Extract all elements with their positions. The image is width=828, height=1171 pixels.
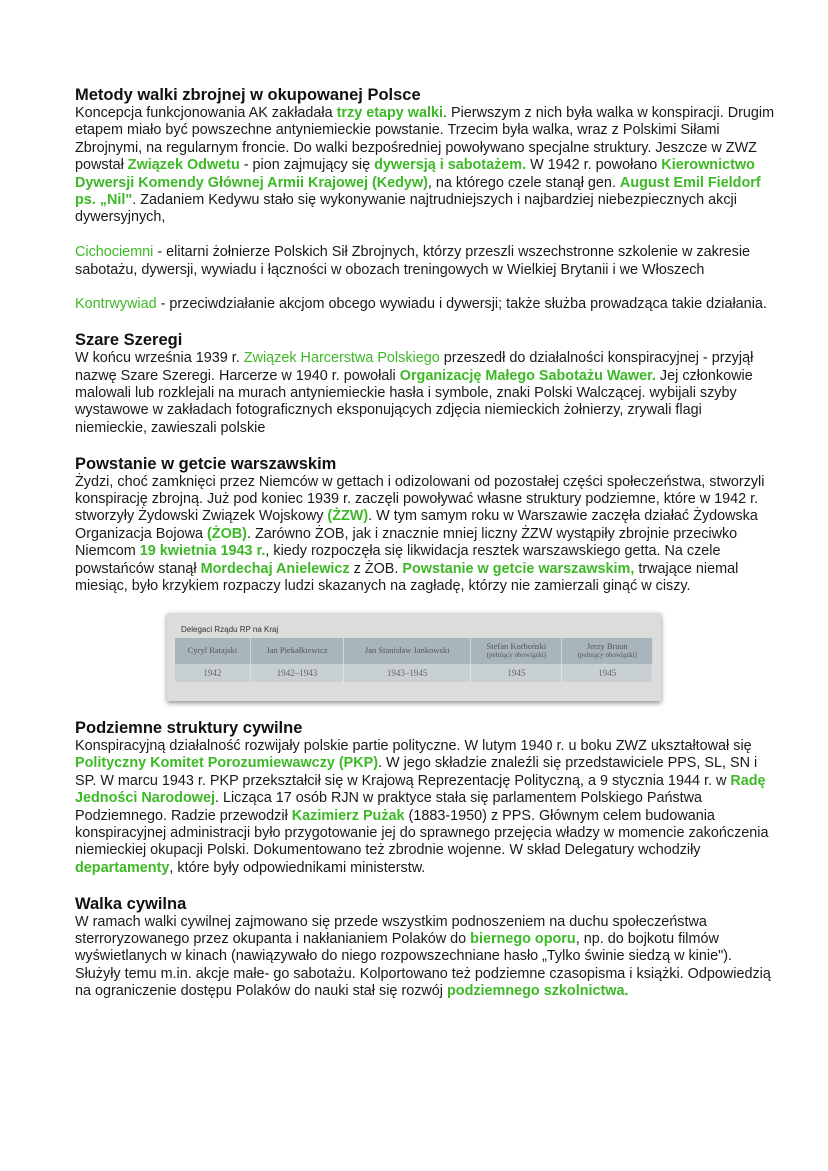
table-header-row: [175, 638, 653, 664]
section: [75, 895, 777, 1001]
delegate-name: Cyryl Ratajski: [187, 645, 238, 656]
column-header: [562, 638, 653, 664]
column-header: [250, 638, 343, 664]
highlighted-term: (ŻZW): [327, 508, 369, 525]
delegates-table-image: [167, 613, 661, 701]
term-years: 1945: [471, 664, 562, 682]
text-run: W końcu września 1939 r.: [75, 350, 244, 367]
text-run: , które były odpowiednikami ministerstw.: [169, 859, 426, 876]
highlighted-term: 19 kwietnia 1943 r.: [139, 543, 266, 560]
highlighted-term: Kazimierz Pużak: [291, 807, 405, 824]
document-page: [75, 86, 777, 1018]
paragraph: [75, 296, 777, 313]
paragraph: [75, 738, 777, 877]
highlighted-term: Mordechaj Anielewicz: [200, 560, 350, 577]
paragraph: [75, 474, 777, 596]
highlighted-term: Cichociemni: [75, 244, 154, 261]
table-caption: Delegaci Rządu RP na Kraj: [181, 624, 279, 634]
highlighted-term: dywersją i sabotażem.: [374, 157, 527, 174]
text-run: W 1942 r. powołano: [526, 157, 662, 174]
text-run: Konspiracyjną działalność rozwijały polskie partie polityczne. W lutym 1940 r. u boku ZWZ ukształtował się: [75, 737, 752, 754]
delegates-table: [175, 638, 653, 682]
text-run: . Zarówno ŻOB, jak i znacznie mniej liczny ŻZW wystąpiły zbrojnie przeciwko Niemcom: [75, 525, 738, 560]
term-years: 1942: [175, 664, 250, 682]
delegate-name: Stefan Korboński: [486, 640, 547, 651]
text-run: . W tym samym roku w Warszawie zaczęła działać Żydowska Organizacja Bojowa: [75, 508, 758, 542]
text-run: Koncepcja funkcjonowania AK zakładała: [75, 105, 337, 121]
highlighted-term: Związek Harcerstwa Polskiego: [243, 350, 440, 367]
sections-part-2: [75, 719, 777, 1001]
table-row: [175, 664, 653, 682]
term-years: 1943–1945: [344, 664, 471, 682]
text-run: W ramach walki cywilnej zajmowano się przede wszystkim podnoszeniem na duchu społeczeństwa sterroryzowanego przez okupanta i nakłanianiem Polaków do: [75, 913, 707, 947]
column-header: [471, 638, 562, 664]
highlighted-term: August Emil Fieldorf ps. „Nil": [75, 174, 761, 209]
highlighted-term: Związek Odwetu: [127, 157, 240, 174]
text-run: przeszedł do działalności konspiracyjnej - przyjął nazwę Szare Szeregi. Harcerze w 1940 r. powołali: [75, 350, 754, 384]
section: [75, 86, 777, 314]
text-run: . Zadaniem Kedywu stało się wykonywanie najtrudniejszych i najbardziej niebezpiecznych akcji dywersyjnych,: [75, 192, 737, 226]
text-run: , np. do bojkotu filmów wyświetlanych w kinach (nawiązywało do niego rozpowszechniane hasło „Tylko świnie siedzą w kinie"). Służyły temu m.in. akcje małe- go sabotażu. Kolportowano też podziemne czasopisma i książki. Odpowiedzią na ograniczenie dostępu Polaków do nauki stał się rozwój: [75, 930, 771, 1000]
text-run: - przeciwdziałanie akcjom obcego wywiadu i dywersji; także służba prowadząca takie działania.: [156, 296, 767, 313]
text-run: . Licząca 17 osób RJN w praktyce stała się parlamentem Polskiego Państwa Podziemnego. Radzie przewodził: [75, 790, 703, 824]
section-heading: Podziemne struktury cywilne: [75, 718, 303, 737]
highlighted-term: Polityczny Komitet Porozumiewawczy (PKP): [75, 755, 379, 772]
delegate-name: Jan Stanisław Jankowski: [364, 645, 450, 656]
highlighted-term: Kontrwywiad: [75, 296, 157, 313]
section-heading: Walka cywilna: [75, 894, 187, 913]
text-run: - elitarni żołnierze Polskich Sił Zbrojnych, którzy przeszli wszechstronne szkolenie w zakresie sabotażu, dywersji, wywiadu i łączności w obozach treningowych w Wielkiej Brytanii i we Włoszech: [75, 244, 751, 278]
delegate-note: (pełniący obowiązki): [486, 650, 546, 659]
text-run: Jej członkowie malowali lub rozklejali na murach antyniemieckie hasła i symbole, znaki Polski Walczącej. wybijali szyby wystawowe w zakładach fotograficznych eksponujących zdjęcia niemieckich żołnierzy, zrywali flagi niemieckie, zawieszali polskie: [75, 367, 753, 436]
highlighted-term: Radę Jedności Narodowej: [75, 772, 766, 807]
section-heading: Szare Szeregi: [75, 331, 183, 350]
highlighted-term: (ŻOB): [206, 525, 247, 542]
delegate-name: Jan Piekałkiewicz: [266, 645, 328, 656]
highlighted-term: departamenty: [75, 859, 170, 876]
paragraph: [75, 914, 777, 1001]
section: [75, 455, 777, 596]
column-header: [344, 638, 471, 664]
paragraph: [75, 350, 777, 437]
section: [75, 331, 777, 437]
term-years: 1945: [562, 664, 653, 682]
section-heading: Metody walki zbrojnej w okupowanej Polsce: [75, 86, 421, 104]
text-run: . Pierwszym z nich była walka w konspiracji. Drugim etapem miało być powszechne antyniemieckie powstanie. Trzecim była walka, wraz z Polskimi Siłami Zbrojnymi, na regularnym froncie. Do walki bezpośredniej powoływano specjalne struktury. Jeszcze w ZWZ powstał: [75, 105, 775, 174]
highlighted-term: Powstanie w getcie warszawskim,: [402, 560, 635, 577]
text-run: , kiedy rozpoczęła się likwidacja resztek warszawskiego getta. Na czele powstańców stanął: [75, 543, 721, 577]
column-header: [175, 638, 250, 664]
paragraph: [75, 244, 777, 279]
highlighted-term: Organizację Małego Sabotażu Wawer.: [399, 367, 656, 384]
text-run: trwające niemal miesiąc, było krzykiem rozpaczy ludzi skazanych na zagładę, którzy nie zamierzali ginąć w ciszy.: [75, 560, 739, 595]
highlighted-term: podziemnego szkolnictwa.: [446, 983, 629, 1000]
delegate-name: Jerzy Braun: [586, 640, 628, 651]
highlighted-term: biernego oporu: [470, 930, 576, 947]
delegate-note: (pełniący obowiązki): [577, 650, 637, 659]
term-years: 1942–1943: [250, 664, 343, 682]
text-run: - pion zajmujący się: [239, 157, 375, 174]
text-run: . W jego składzie znaleźli się przedstawiciele PPS, SL, SN i SP. W marcu 1943 r. PKP przekształcił się w Krajową Reprezentację Polityczną, a 9 stycznia 1944 r. w: [75, 755, 758, 789]
section: [75, 719, 777, 877]
highlighted-term: trzy etapy walki: [336, 105, 443, 121]
section-heading: Powstanie w getcie warszawskim: [75, 454, 337, 473]
text-run: , na którego czele stanął gen.: [427, 174, 620, 191]
sections-part-1: [75, 86, 777, 596]
text-run: z ŻOB.: [349, 560, 403, 577]
text-run: Żydzi, choć zamknięci przez Niemców w gettach i odizolowani od pozostałej części społeczeństwa, stworzyli konspirację zbrojną. Już pod koniec 1939 r. zaczęli powoływać własne struktury podziemne, które w 1942 r. stworzyły Żydowski Związek Wojskowy: [75, 473, 765, 525]
text-run: (1883-1950) z PPS. Głównym celem budowania konspiracyjnej administracji było przygotowanie jej do sprawnego przejęcia władzy w momencie zakończenia niemieckiej okupacji Polski. Dokumentowano też zbrodnie wojenne. W skład Delegatury wchodziły: [75, 807, 769, 859]
paragraph: [75, 105, 777, 227]
highlighted-term: Kierownictwo Dywersji Komendy Głównej Armii Krajowej (Kedyw): [75, 157, 755, 191]
